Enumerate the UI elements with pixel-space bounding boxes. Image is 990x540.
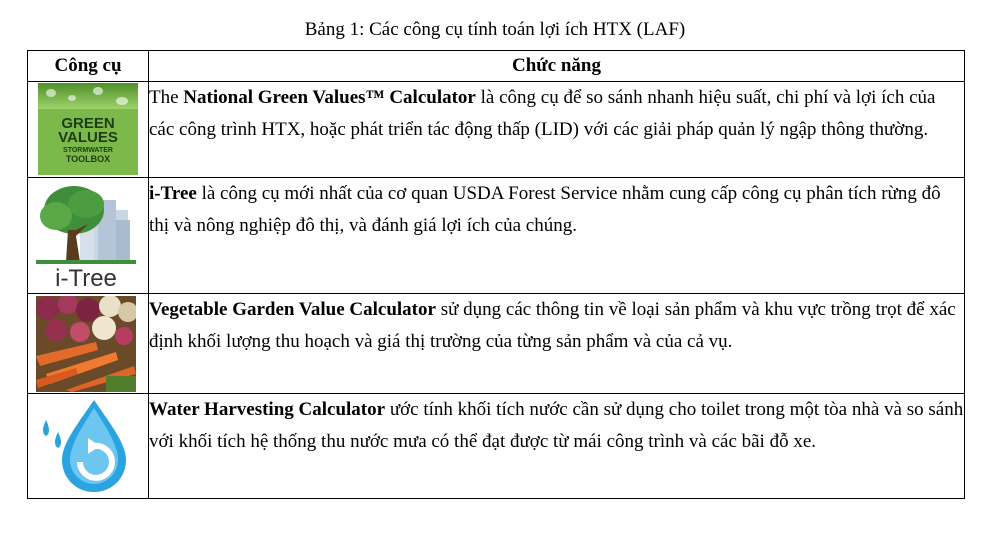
green-values-calculator-logo — [38, 83, 138, 175]
header-function: Chức năng — [149, 51, 965, 82]
logo-text-line: GREEN — [61, 115, 115, 132]
logo-cell — [28, 394, 149, 499]
table-caption: Bảng 1: Các công cụ tính toán lợi ích HTX (LAF) — [304, 19, 686, 40]
tool-description: sử dụng các thông tin về loại sản phẩm và khu vực trồng trọt để xác định khối lượng thu hoạch và giá thị trường của từng sản phẩm và của cả vụ. — [149, 299, 956, 352]
description-cell — [149, 178, 965, 294]
logo-text-line: TOOLBOX — [65, 154, 111, 164]
logo-cell — [28, 82, 149, 178]
header-tool: Công cụ — [28, 51, 149, 82]
water-drop-icon — [36, 396, 136, 496]
tool-description: là công cụ để so sánh nhanh hiệu suất, chi phí và lợi ích của các công trình HTX, hoặc phát triển tác động thấp (LID) với các giải pháp quản lý ngập thông thường. — [149, 87, 936, 140]
tool-description: là công cụ mới nhất của cơ quan USDA Forest Service nhằm cung cấp công cụ phân tích rừng đô thị và nông nghiệp đô thị, và đánh giá lợi ích của chúng. — [149, 183, 941, 236]
table-row — [28, 394, 965, 499]
tool-name: Water Harvesting Calculator — [149, 399, 386, 420]
tool-name: i-Tree — [149, 183, 197, 204]
logo-cell — [28, 178, 149, 294]
tool-name: Vegetable Garden Value Calculator — [149, 299, 436, 320]
description-cell — [149, 82, 965, 178]
logo-text-line: VALUES — [58, 129, 118, 146]
i-tree-logo-text: i-Tree — [55, 265, 117, 292]
table-header-row — [28, 51, 965, 82]
logo-text-line: STORMWATER — [63, 147, 113, 154]
table-row — [28, 178, 965, 294]
table-row — [28, 294, 965, 394]
table-row — [28, 82, 965, 178]
tools-table — [27, 50, 965, 499]
tool-name: National Green Values™ Calculator — [183, 87, 476, 108]
logo-cell — [28, 294, 149, 394]
i-tree-logo — [36, 180, 136, 292]
lead-text: The — [149, 87, 184, 108]
description-cell — [149, 394, 965, 499]
vegetable-garden-photo — [36, 296, 136, 392]
tool-description: ước tính khối tích nước cần sử dụng cho toilet trong một tòa nhà và so sánh với khối tích hệ thống thu nước mưa có thể đạt được từ mái công trình và các bãi đỗ xe. — [149, 399, 964, 452]
description-cell — [149, 294, 965, 394]
